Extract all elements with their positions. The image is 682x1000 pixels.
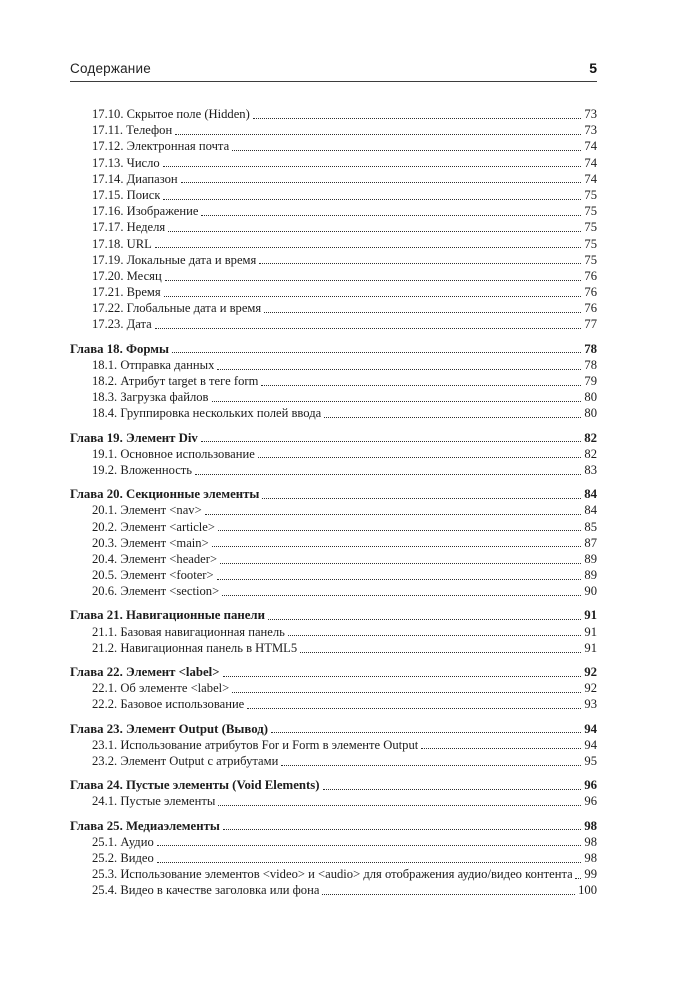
toc-entry [70, 624, 597, 640]
toc-entry-page: 83 [584, 462, 597, 477]
toc-entry-page: 73 [584, 123, 597, 138]
toc-leader-dots [322, 894, 575, 895]
toc-entry-label: 22.2. Базовое использование [92, 697, 245, 712]
toc-entry-page: 74 [584, 155, 597, 170]
toc-leader-dots [220, 563, 581, 564]
toc-entry-label: 20.3. Элемент <main> [92, 535, 209, 550]
toc-entry [70, 664, 597, 680]
toc-entry [70, 640, 597, 656]
toc-entry-label: 25.4. Видео в качестве заголовка или фона [92, 883, 320, 898]
toc-entry-label: Глава 24. Пустые элементы (Void Elements) [70, 778, 320, 793]
toc-leader-dots [165, 280, 582, 281]
toc-leader-dots [421, 748, 581, 749]
toc-leader-dots [155, 247, 582, 248]
toc-entry-label: 21.2. Навигационная панель в HTML5 [92, 640, 298, 655]
toc-entry-label: 20.1. Элемент <nav> [92, 503, 202, 518]
toc-entry [70, 187, 597, 203]
toc-entry [70, 850, 597, 866]
toc-entry-page: 80 [584, 406, 597, 421]
toc-entry-label: 17.21. Время [92, 285, 161, 300]
toc-entry [70, 834, 597, 850]
toc-entry-page: 93 [584, 697, 597, 712]
toc-leader-dots [288, 635, 581, 636]
toc-entry-page: 76 [584, 268, 597, 283]
toc-leader-dots [164, 296, 582, 297]
toc-entry [70, 203, 597, 219]
toc-entry-label: 20.5. Элемент <footer> [92, 568, 214, 583]
toc-entry-label: Глава 18. Формы [70, 341, 170, 356]
toc-entry-page: 75 [584, 252, 597, 267]
toc-entry-label: 20.4. Элемент <header> [92, 551, 218, 566]
toc-entry-label: 17.18. URL [92, 236, 152, 251]
toc-entry-label: 17.10. Скрытое поле (Hidden) [92, 107, 250, 121]
toc-entry-page: 84 [584, 503, 597, 518]
toc-leader-dots [212, 401, 582, 402]
toc-entry-page: 82 [584, 430, 597, 445]
toc-entry-label: 17.14. Диапазон [92, 171, 178, 186]
toc-entry-label: 23.2. Элемент Output с атрибутами [92, 753, 279, 768]
toc-entry [70, 430, 597, 446]
toc-entry [70, 737, 597, 753]
toc-entry-page: 100 [578, 883, 597, 898]
toc-entry [70, 583, 597, 599]
toc-entry [70, 252, 597, 268]
toc-entry-page: 94 [584, 721, 597, 736]
toc-entry-label: 17.12. Электронная почта [92, 139, 230, 154]
toc-entry-page: 76 [584, 285, 597, 300]
toc-entry-label: Глава 22. Элемент <label> [70, 665, 220, 679]
toc-entry-label: 25.1. Аудио [92, 834, 154, 849]
toc-leader-dots [172, 352, 581, 353]
toc-entry-label: 23.1. Использование атрибутов For и Form в элементе Output [92, 737, 419, 752]
toc-leader-dots [212, 546, 582, 547]
toc-leader-dots [201, 215, 581, 216]
toc-entry-label: 24.1. Пустые элементы [92, 794, 216, 809]
toc-entry [70, 300, 597, 316]
toc-entry-label: Глава 19. Элемент Div [70, 430, 198, 445]
toc-entry [70, 882, 597, 898]
toc-entry [70, 753, 597, 769]
toc-entry [70, 866, 597, 882]
toc-entry [70, 567, 597, 583]
toc-entry [70, 155, 597, 171]
toc-leader-dots [324, 417, 581, 418]
toc-entry-page: 91 [584, 640, 597, 655]
toc-entry [70, 519, 597, 535]
toc-leader-dots [268, 619, 581, 620]
toc-entry-page: 82 [584, 446, 597, 461]
toc-leader-dots [575, 878, 581, 879]
toc-leader-dots [168, 231, 581, 232]
toc-entry [70, 446, 597, 462]
toc-entry-label: 17.23. Дата [92, 317, 152, 332]
running-head [70, 60, 597, 82]
toc-entry-label: 17.20. Месяц [92, 268, 162, 283]
toc-entry-page: 98 [584, 818, 597, 833]
toc-entry [70, 777, 597, 793]
toc-entry-label: 25.3. Использование элементов <video> и <audio> для отображения аудио/видео контента [92, 867, 573, 882]
toc-entry-label: Глава 21. Навигационные панели [70, 608, 265, 623]
page-number: 5 [589, 60, 597, 76]
toc-entry-label: Глава 20. Секционные элементы [70, 487, 260, 502]
toc-entry [70, 535, 597, 551]
toc-entry-page: 98 [584, 850, 597, 865]
toc-leader-dots [258, 457, 582, 458]
toc-entry [70, 284, 597, 300]
toc-leader-dots [205, 514, 582, 515]
toc-leader-dots [217, 369, 581, 370]
toc-entry-label: 21.1. Базовая навигационная панель [92, 624, 285, 639]
toc-leader-dots [155, 328, 582, 329]
toc-entry [70, 341, 597, 357]
toc-entry-page: 84 [584, 487, 597, 502]
toc-entry-page: 85 [584, 519, 597, 534]
toc-entry-label: 17.15. Поиск [92, 187, 161, 202]
toc-entry-page: 95 [584, 753, 597, 768]
toc-entry-page: 74 [584, 139, 597, 154]
toc-entry-page: 75 [584, 187, 597, 202]
toc-entry-page: 99 [584, 867, 597, 882]
toc-entry-page: 90 [584, 584, 597, 599]
toc-entry [70, 721, 597, 737]
toc-leader-dots [271, 732, 581, 733]
toc-leader-dots [247, 708, 581, 709]
toc-leader-dots [195, 474, 581, 475]
toc-entry-label: 18.3. Загрузка файлов [92, 390, 209, 405]
toc-entry [70, 551, 597, 567]
toc-leader-dots [281, 765, 581, 766]
toc-entry-label: 19.1. Основное использование [92, 446, 255, 461]
toc-leader-dots [157, 862, 582, 863]
toc-leader-dots [223, 676, 582, 677]
toc-leader-dots [175, 134, 581, 135]
toc-entry-page: 96 [584, 794, 597, 809]
toc-entry-label: 17.11. Телефон [92, 123, 173, 138]
toc-entry-page: 92 [584, 681, 597, 696]
toc-entry-page: 98 [584, 834, 597, 849]
toc-leader-dots [163, 199, 581, 200]
toc-entry [70, 236, 597, 252]
toc-leader-dots [218, 805, 581, 806]
toc-entry-label: Глава 25. Медиаэлементы [70, 818, 220, 833]
toc-entry-page: 75 [584, 236, 597, 251]
toc-entry-label: 25.2. Видео [92, 850, 154, 865]
toc-leader-dots [232, 150, 581, 151]
toc-leader-dots [300, 652, 581, 653]
toc-entry [70, 138, 597, 154]
toc-leader-dots [261, 385, 581, 386]
toc-leader-dots [217, 579, 582, 580]
toc-entry-label: 17.22. Глобальные дата и время [92, 301, 262, 316]
toc-leader-dots [264, 312, 581, 313]
toc-entry-page: 87 [584, 535, 597, 550]
toc-leader-dots [218, 530, 581, 531]
toc-entry-page: 89 [584, 568, 597, 583]
toc-entry-page: 76 [584, 301, 597, 316]
toc-entry [70, 793, 597, 809]
toc-leader-dots [163, 166, 582, 167]
toc-entry-label: 17.19. Локальные дата и время [92, 252, 257, 267]
toc-entry-page: 77 [584, 317, 597, 332]
toc-leader-dots [201, 441, 581, 442]
toc-entry-label: 17.13. Число [92, 155, 160, 170]
toc-entry-page: 91 [584, 608, 597, 623]
toc-leader-dots [157, 845, 582, 846]
toc-entry-label: 17.17. Неделя [92, 220, 166, 235]
toc-leader-dots [223, 829, 581, 830]
toc-entry-label: 17.16. Изображение [92, 204, 199, 219]
toc-leader-dots [222, 595, 581, 596]
toc-entry [70, 502, 597, 518]
toc-entry [70, 680, 597, 696]
toc-entry-page: 73 [584, 107, 597, 121]
toc-entry-page: 89 [584, 551, 597, 566]
toc-entry-page: 92 [584, 665, 597, 679]
toc-entry-label: Глава 23. Элемент Output (Вывод) [70, 721, 269, 736]
toc-entry-label: 19.2. Вложенность [92, 462, 193, 477]
toc-entry [70, 106, 597, 122]
toc-entry-page: 94 [584, 737, 597, 752]
toc-entry [70, 696, 597, 712]
toc-list [70, 106, 597, 898]
toc-leader-dots [262, 498, 581, 499]
toc-entry [70, 219, 597, 235]
toc-entry-page: 74 [584, 171, 597, 186]
toc-entry [70, 818, 597, 834]
toc-entry-label: 18.1. Отправка данных [92, 357, 215, 372]
running-head-title: Содержание [70, 61, 151, 76]
toc-entry [70, 357, 597, 373]
toc-entry-page: 78 [584, 357, 597, 372]
toc-entry-page: 75 [584, 204, 597, 219]
toc-entry-page: 80 [584, 390, 597, 405]
toc-entry [70, 268, 597, 284]
toc-entry-page: 75 [584, 220, 597, 235]
toc-entry-page: 91 [584, 624, 597, 639]
toc-entry-label: 20.6. Элемент <section> [92, 584, 220, 599]
toc-entry [70, 607, 597, 623]
toc-entry [70, 405, 597, 421]
toc-leader-dots [323, 789, 582, 790]
toc-entry-page: 78 [584, 341, 597, 356]
toc-entry-label: 20.2. Элемент <article> [92, 519, 215, 534]
toc-entry [70, 122, 597, 138]
toc-entry-label: 18.2. Атрибут target в теге form [92, 374, 259, 388]
toc-entry-label: 18.4. Группировка нескольких полей ввода [92, 406, 322, 421]
toc-entry [70, 373, 597, 389]
toc-entry [70, 389, 597, 405]
toc-entry-label: 22.1. Об элементе <label> [92, 681, 230, 696]
toc-entry [70, 486, 597, 502]
toc-entry [70, 316, 597, 332]
toc-leader-dots [181, 182, 582, 183]
toc-entry-page: 96 [584, 778, 597, 793]
toc-leader-dots [253, 118, 582, 119]
toc-leader-dots [259, 263, 581, 264]
toc-leader-dots [232, 692, 581, 693]
toc-entry-page: 79 [584, 374, 597, 388]
toc-entry [70, 171, 597, 187]
toc-entry [70, 462, 597, 478]
